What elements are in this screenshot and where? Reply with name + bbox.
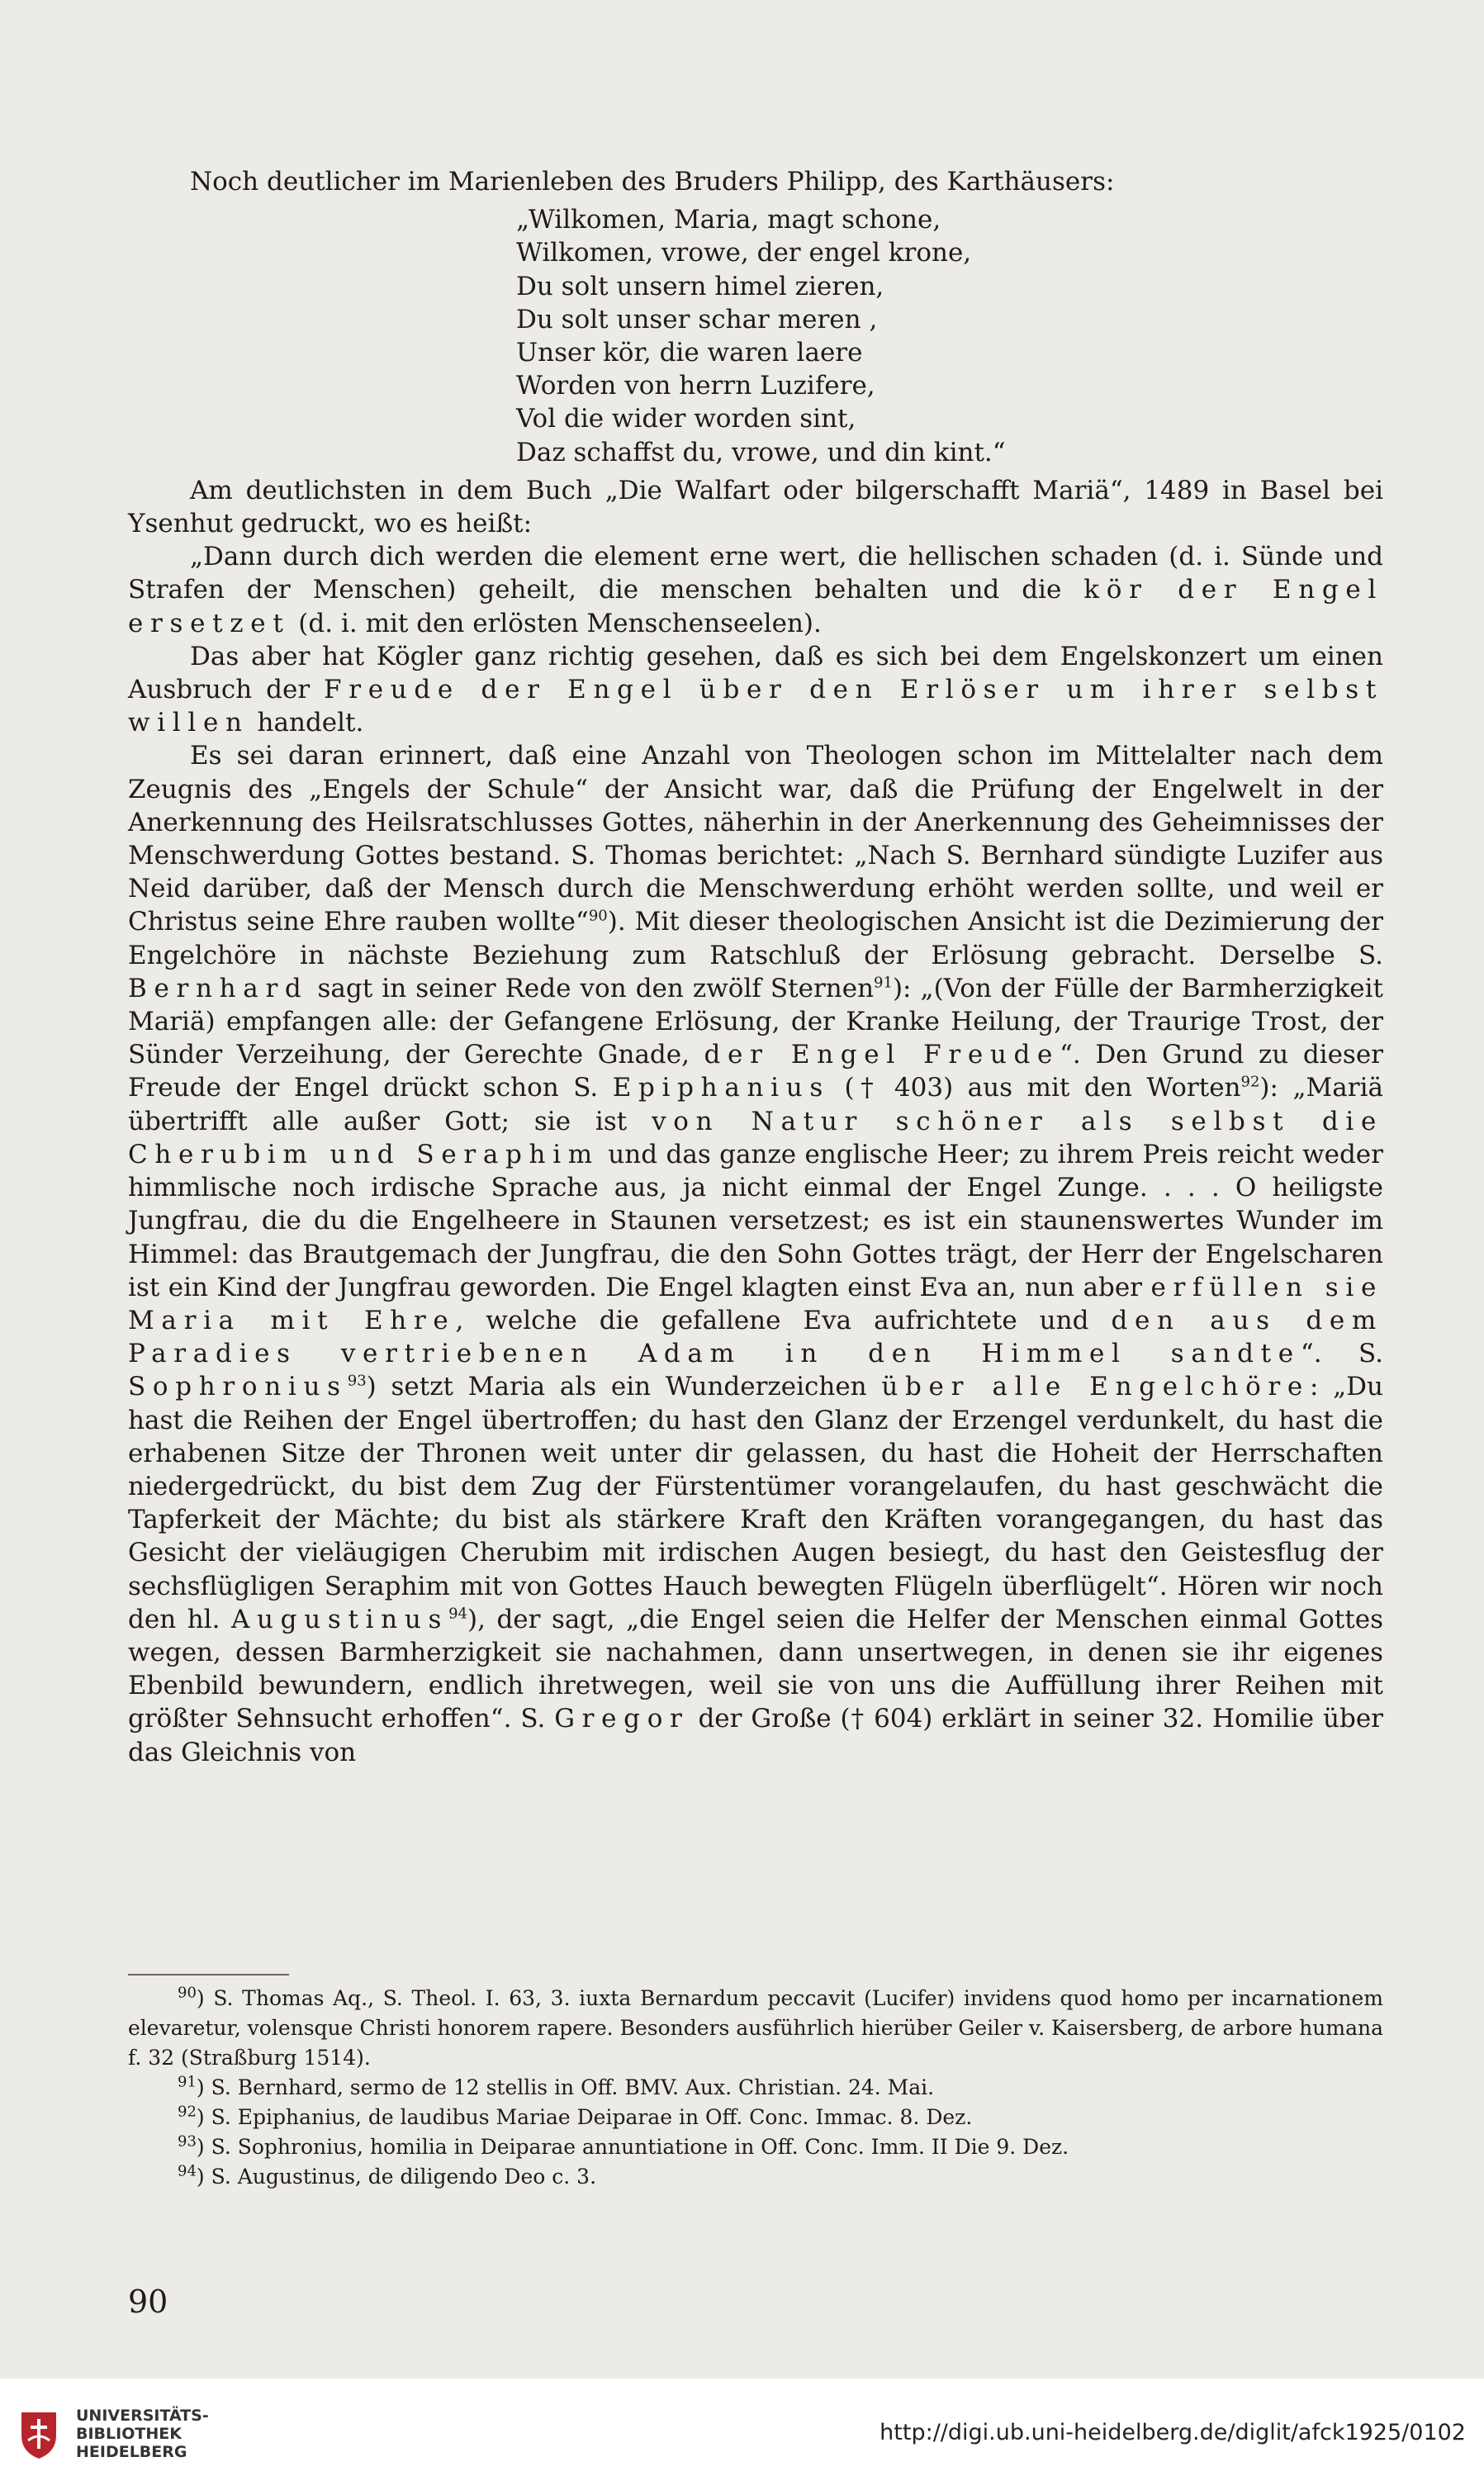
text-run: der Große († 604) erklärt in seiner 32. Homilie über das Gleichnis von: [128, 1704, 1383, 1767]
spaced-emphasis: Sophronius: [128, 1372, 348, 1402]
footnote-text: ) S. Bernhard, sermo de 12 stellis in Off. BMV. Aux. Christian. 24. Mai.: [196, 2075, 935, 2099]
page-number: 90: [128, 2284, 168, 2320]
poem-line: Wilkomen, vrowe, der engel krone,: [516, 238, 972, 268]
text-run: († 403) aus mit den Worten: [829, 1073, 1241, 1103]
text-run: und das ganze englische Heer; zu ihrem Preis reicht weder himmlische noch irdische Sprache aus, ja nicht einmal der Engel Zunge. . . . O heiligste Jungfrau, die du die Engelheere in Staunen versetzest; es ist ein staunenswertes Wunder im Himmel: das Brautgemach der Jungfrau, die den Sohn Gottes trägt, der Herr der Engelscharen ist ein Kind der Jungfrau geworden. Die Engel klagten einst Eva an, nun aber: [128, 1139, 1383, 1302]
spaced-emphasis: Bernhard: [128, 973, 309, 1003]
footnotes: [128, 1984, 1383, 2192]
poem-line: Du solt unsern himel zieren,: [516, 271, 884, 301]
spaced-emphasis: von Natur schöner als selbst die Cherubim und Seraphim: [128, 1106, 1383, 1169]
source-url[interactable]: http://digi.ub.uni-heidelberg.de/diglit/afck1925/0102: [879, 2420, 1466, 2445]
library-name-line: HEIDELBERG: [76, 2443, 187, 2461]
library-logo-icon: [18, 2407, 59, 2460]
footnote-number: 93: [178, 2132, 197, 2151]
poem-quote: [516, 203, 1383, 469]
paragraph: [128, 540, 1383, 640]
spaced-emphasis: erfüllen sie Maria mit Ehre: [128, 1272, 1383, 1335]
spaced-emphasis: Freude der Engel über den Erlöser um ihrer selbst willen: [128, 675, 1383, 738]
footnote-text: ) S. Augustinus, de diligendo Deo c. 3.: [196, 2165, 597, 2189]
spaced-emphasis: Gregor: [554, 1704, 690, 1734]
footnote-ref: 94: [448, 1605, 467, 1623]
spaced-emphasis: der Engel Freude: [704, 1040, 1060, 1070]
text-run: ). Mit dieser theologischen Ansicht ist die Dezimierung der Engelchöre in nächste Beziehung zum Ratschluß der Erlösung gebracht. Derselbe S.: [128, 907, 1383, 970]
poem-line: Unser kör, die waren laere: [516, 338, 863, 368]
text-run: ), der sagt, „die Engel seien die Helfer der Menschen einmal Gottes wegen, dessen Barmherzigkeit sie nachahmen, dann unsertwegen, in denen sie ihr eigenes Ebenbild bewundern, endlich ihretwegen, weil sie von uns die Auffüllung ihrer Reihen mit größter Sehnsucht erhoffen“. S.: [128, 1604, 1383, 1734]
text-run: Es sei daran erinnert, daß eine Anzahl von Theologen schon im Mittelalter nach dem Zeugnis des „Engels der Schule“ der Ansicht war, daß die Prüfung der Engelwelt in der Anerkennung des Heilsratschlusses Gottes, näherhin in der Anerkennung des Geheimnisses der Menschwerdung Gottes bestand. S. Thomas berichtet: „Nach S. Bernhard sündigte Luzifer aus Neid darüber, daß der Mensch durch die Menschwerdung erhöht werden sollte, und weil er Christus seine Ehre rauben wollte“: [128, 741, 1383, 937]
text-run: “. Den Grund zu dieser Freude der Engel drückt schon S.: [128, 1040, 1383, 1103]
text-run: ): „Mariä übertrifft alle außer Gott; sie ist: [128, 1073, 1383, 1136]
intro-line: Noch deutlicher im Marienleben des Bruders Philipp, des Karthäusers:: [190, 167, 1115, 197]
footnote-ref: 90: [588, 908, 608, 926]
footnote-ref: 92: [1240, 1074, 1260, 1092]
spaced-emphasis: Augustinus: [230, 1604, 449, 1634]
footnote-text: ) S. Epiphanius, de laudibus Mariae Deiparae in Off. Conc. Immac. 8. Dez.: [196, 2105, 973, 2129]
text-run: “. S.: [1300, 1339, 1383, 1369]
text-run: , welche die gefallene Eva aufrichtete und: [455, 1305, 1112, 1335]
paragraph: Am deutlichsten in dem Buch „Die Walfart oder bilgerschafft Mariä“, 1489 in Basel bei Ysenhut gedruckt, wo es heißt:: [128, 475, 1383, 539]
footnote-ref: 93: [347, 1372, 367, 1390]
footnote-ref: 91: [874, 974, 893, 992]
poem-line: Worden von herrn Luzifere,: [516, 371, 875, 401]
footnote-number: 92: [178, 2103, 197, 2121]
library-name: [76, 2407, 209, 2461]
poem-line: Du solt unser schar meren ,: [516, 304, 878, 334]
spaced-emphasis: über alle Engelchöre: [881, 1372, 1310, 1402]
library-name-line: UNIVERSITÄTS-: [76, 2407, 209, 2425]
footnote: [128, 2103, 1383, 2132]
spaced-emphasis: kör der Engel ersetzet: [128, 575, 1383, 638]
text-run: sagt in seiner Rede von den zwölf Sternen: [308, 973, 875, 1003]
text-run: (d. i. mit den erlösten Menschenseelen).: [290, 608, 822, 638]
poem-line: Daz schaffst du, vrowe, und din kint.“: [516, 437, 1006, 467]
spaced-emphasis: Epiphanius: [612, 1073, 830, 1103]
footnote: [128, 2132, 1383, 2162]
footnote-number: 90: [178, 1984, 197, 2002]
text-run: Das aber hat Kögler ganz richtig gesehen, daß es sich bei dem Engelskonzert um einen Ausbruch der: [128, 641, 1383, 705]
footnote: [128, 2073, 1383, 2103]
body-text: [128, 165, 1383, 1769]
poem-line: „Wilkomen, Maria, magt schone,: [516, 205, 941, 235]
library-name-line: BIBLIOTHEK: [76, 2425, 182, 2443]
text-run: „Dann durch dich werden die element erne wert, die hellischen schaden (d. i. Sünde und Strafen der Menschen) geheilt, die menschen behalten und die: [128, 542, 1383, 605]
text-run: handelt.: [249, 708, 364, 738]
footnote-number: 91: [178, 2073, 197, 2091]
paragraph: [128, 739, 1383, 1768]
text-run: : „Du hast die Reihen der Engel übertroffen; du hast den Glanz der Erzengel verdunkelt, du hast die erhabenen Sitze der Thronen weit unter dir gelassen, du hast die Hoheit der Herrschaften niedergedrückt, du bist dem Zug der Fürstentümer vorangelaufen, du hast geschwächt die Tapferkeit der Mächte; du bist als stärkere Kraft den Kräften vorangegangen, du hast das Gesicht der vieläugigen Cherubim mit irdischen Augen besiegt, du hast den Geistesflug der sechsflügligen Seraphim mit von Gottes Hauch bewegten Flügeln überflügelt“. Hören wir noch den hl.: [128, 1372, 1383, 1634]
footnote-divider: [128, 1974, 289, 1975]
text-run: ) setzt Maria als ein Wunderzeichen: [366, 1372, 882, 1402]
text-run: ): „(Von der Fülle der Barmherzigkeit Mariä) empfangen alle: der Gefangene Erlösung, der Kranke Heilung, der Traurige Trost, der Sünder Verzeihung, der Gerechte Gnade,: [128, 973, 1383, 1070]
footnote: [128, 2162, 1383, 2192]
footnote: [128, 1984, 1383, 2073]
footnote-number: 94: [178, 2162, 197, 2180]
paragraph: [128, 640, 1383, 740]
spaced-emphasis: den aus dem Paradies vertriebenen Adam in den Himmel sandte: [128, 1305, 1383, 1369]
poem-line: Vol die wider worden sint,: [516, 404, 856, 434]
footnote-text: ) S. Sophronius, homilia in Deiparae annuntiatione in Off. Conc. Imm. II Die 9. Dez.: [196, 2135, 1069, 2159]
footnote-text: ) S. Thomas Aq., S. Theol. I. 63, 3. iuxta Bernardum peccavit (Lucifer) invidens quod homo per incarnationem elevaretur, volensque Christi honorem rapere. Besonders ausführlich hierüber Geiler v. Kaisersberg, de arbore humana f. 32 (Straßburg 1514).: [128, 1986, 1383, 2070]
